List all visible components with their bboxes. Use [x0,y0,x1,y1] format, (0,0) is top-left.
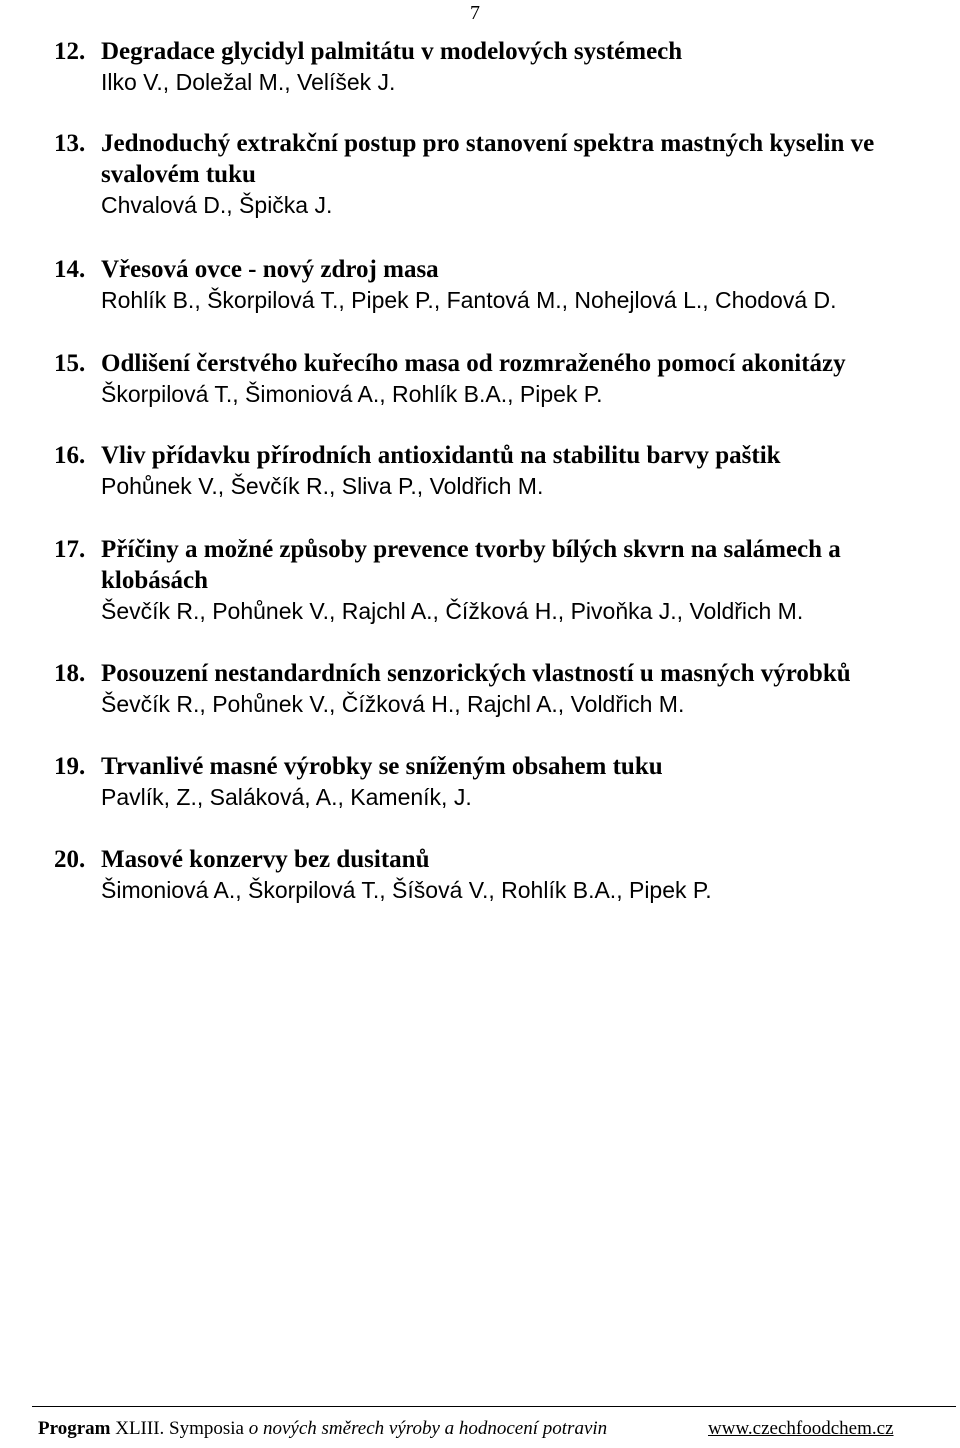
list-item [54,534,934,627]
footer-divider [32,1406,956,1407]
list-item [54,751,934,813]
item-title: Vliv přídavku přírodních antioxidantů na stabilitu barvy paštik [101,442,781,469]
item-authors: Chvalová D., Špička J. [101,192,333,218]
item-title: Odlišení čerstvého kuřecího masa od rozmraženého pomocí akonitázy [101,350,846,377]
item-title: Příčiny a možné způsoby prevence tvorby bílých skvrn na salámech a klobásách [101,536,841,594]
item-authors: Ilko V., Doležal M., Velíšek J. [101,69,396,95]
item-number: 18. [54,660,86,687]
footer-theme: o nových směrech výroby a hodnocení potravin [248,1418,608,1439]
item-number: 16. [54,442,86,469]
list-item [54,440,934,502]
item-authors: Rohlík B., Škorpilová T., Pipek P., Fantová M., Nohejlová L., Chodová D. [101,287,837,313]
list-item [54,658,934,720]
item-title: Jednoduchý extrakční postup pro stanovení spektra mastných kyselin ve svalovém tuku [101,130,875,188]
item-number: 15. [54,350,86,377]
item-title: Masové konzervy bez dusitanů [101,846,430,873]
item-title: Vřesová ovce - nový zdroj masa [101,256,439,283]
item-authors: Škorpilová T., Šimoniová A., Rohlík B.A., Pipek P. [101,381,603,407]
item-number: 19. [54,753,86,780]
item-number: 13. [54,130,86,157]
list-item [54,128,934,221]
item-title: Posouzení nestandardních senzorických vlastností u masných výrobků [101,660,851,687]
item-authors: Pohůnek V., Ševčík R., Sliva P., Voldřich M. [101,473,544,499]
list-item [54,36,934,98]
item-title: Degradace glycidyl palmitátu v modelových systémech [101,38,683,65]
footer-symposium: XLIII. Symposia [115,1418,244,1439]
item-number: 20. [54,846,86,873]
item-number: 17. [54,536,86,563]
footer-program: Program [38,1418,111,1439]
item-authors: Šimoniová A., Škorpilová T., Šíšová V., Rohlík B.A., Pipek P. [101,877,712,903]
footer [38,1418,918,1440]
list-item [54,844,934,906]
item-number: 14. [54,256,86,283]
item-title: Trvanlivé masné výrobky se sníženým obsahem tuku [101,753,663,780]
item-number: 12. [54,38,86,65]
item-authors: Pavlík, Z., Saláková, A., Kameník, J. [101,784,472,810]
list-item [54,348,934,410]
footer-website-link[interactable]: www.czechfoodchem.cz [708,1418,894,1439]
item-authors: Ševčík R., Pohůnek V., Čížková H., Rajchl A., Voldřich M. [101,691,685,717]
list-item [54,254,934,316]
item-authors: Ševčík R., Pohůnek V., Rajchl A., Čížková H., Pivoňka J., Voldřich M. [101,598,804,624]
page-number: 7 [470,2,480,24]
